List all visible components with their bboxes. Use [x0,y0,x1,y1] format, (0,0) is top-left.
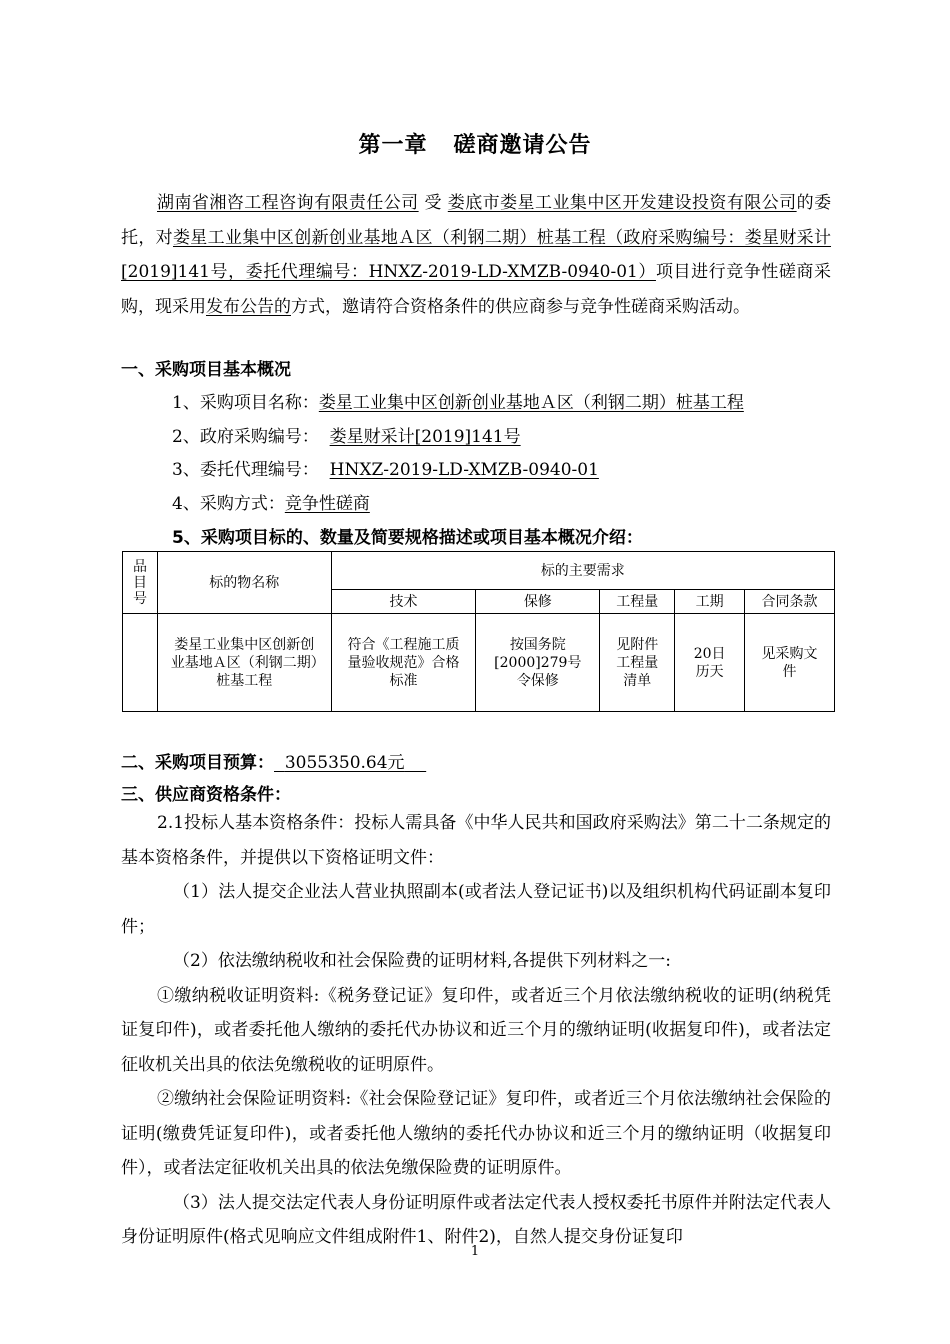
header-item-name: 标的物名称 [157,552,331,614]
item-project-name: 1、采购项目名称：娄星工业集中区创新创业基地Ａ区（利钢二期）桩基工程 [172,393,744,413]
purchaser-name: 娄底市娄星工业集中区开发建设投资有限公司 [447,193,797,213]
header-tech: 技术 [331,590,476,614]
project-reference: 娄星工业集中区创新创业基地Ａ区（利钢二期）桩基工程（政府采购编号：娄星财采计[2019]141号，委托代理编号：HNXZ-2019-LD-XMZB-0940-01） [121,227,832,282]
section1-heading: 一、采购项目基本概况 [121,360,291,380]
item-agency-number: 3、委托代理编号： HNXZ-2019-LD-XMZB-0940-01 [172,460,599,480]
procurement-method-text: 发布公告的 [206,296,291,317]
header-quantity: 工程量 [600,590,675,614]
header-warranty: 保修 [476,590,600,614]
chapter-heading: 磋商邀请公告 [453,133,592,158]
cell-terms: 见采购文件 [745,614,835,712]
qualification-tax-proof: ①缴纳税收证明资料:《税务登记证》复印件，或者近三个月依法缴纳税收的证明(纳税凭证复印件)，或者委托他人缴纳的委托代办协议和近三个月的缴纳证明(收据复印件)，或者法定征收机关出具的依法免缴税收的证明原件。 [121,985,831,1075]
header-terms: 合同条款 [745,590,835,614]
header-main-requirements: 标的主要需求 [331,552,834,590]
cell-warranty: 按国务院[2000]279号令保修 [476,614,600,712]
qualification-basic: 2.1投标人基本资格条件：投标人需具备《中华人民共和国政府采购法》第二十二条规定的基本资格条件，并提供以下资格证明文件： [121,813,831,868]
cell-index [123,614,158,712]
item5-heading: 5、采购项目标的、数量及简要规格描述或项目基本概况介绍： [172,528,643,548]
item-procurement-method: 4、采购方式：竞争性磋商 [172,494,370,514]
item-procurement-number: 2、政府采购编号： 娄星财采计[2019]141号 [172,427,521,447]
procurement-table [122,551,835,712]
qualification-license: （1）法人提交企业法人营业执照副本(或者法人登记证书)以及组织机构代码证副本复印件； [121,882,831,937]
chapter-title [0,128,950,159]
qualification-tax-social: （2）依法缴纳税收和社会保险费的证明材料,各提供下列材料之一: [173,951,671,971]
section2-heading: 二、采购项目预算： 3055350.64元 [121,753,405,773]
agency-name: 湖南省湘咨工程咨询有限责任公司 [157,193,419,213]
header-duration: 工期 [675,590,745,614]
intro-paragraph: 湖南省湘咨工程咨询有限责任公司 受 娄底市娄星工业集中区开发建设投资有限公司的委托，对娄星工业集中区创新创业基地Ａ区（利钢二期）桩基工程（政府采购编号：娄星财采计[2019]141号，委托代理编号：HNXZ-2019-LD-XMZB-0940-01）项目进行竞争性磋商采购，现采用发布公告的方式，邀请符合资格条件的供应商参与竞争性磋商采购活动。 [121,193,832,317]
section3-heading: 三、供应商资格条件： [121,785,291,805]
qualification-identity: （3）法人提交法定代表人身份证明原件或者法定代表人授权委托书原件并附法定代表人身份证明原件(格式见响应文件组成附件1、附件2)，自然人提交身份证复印 [121,1192,831,1247]
chapter-label: 第一章 [358,133,428,158]
budget-value: 3055350.64元 [284,753,405,773]
table-row [123,614,835,712]
cell-quantity: 见附件工程量清单 [600,614,675,712]
cell-tech: 符合《工程施工质量验收规范》合格标准 [331,614,476,712]
cell-name: 娄星工业集中区创新创业基地Ａ区（利钢二期）桩基工程 [157,614,331,712]
header-index: 品目号 [123,552,158,614]
page-number: 1 [470,1244,480,1259]
section3-body [121,806,831,1255]
qualification-social-proof: ②缴纳社会保险证明资料:《社会保险登记证》复印件，或者近三个月依法缴纳社会保险的证明(缴费凭证复印件)，或者委托他人缴纳的委托代办协议和近三个月的缴纳证明（收据复印件），或者法定征收机关出具的依法免缴保险费的证明原件。 [121,1089,831,1178]
cell-duration: 20日历天 [675,614,745,712]
